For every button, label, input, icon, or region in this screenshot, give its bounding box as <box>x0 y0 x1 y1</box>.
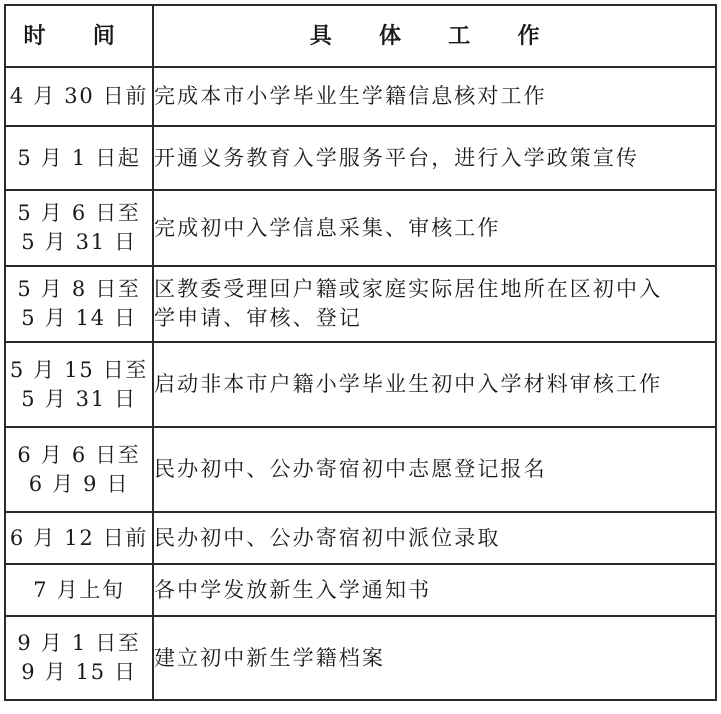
row-task <box>153 564 716 616</box>
table-row <box>5 512 716 564</box>
table-row <box>5 67 716 126</box>
table-row <box>5 616 716 700</box>
row-task <box>153 342 716 427</box>
row-time <box>5 67 153 126</box>
row-task-line: 完成初中入学信息采集、审核工作 <box>154 215 501 240</box>
table-row <box>5 266 716 342</box>
row-task-line: 区教委受理回户籍或家庭实际居住地所在区初中入 <box>154 277 663 301</box>
row-time-line: 5 月 15 日至 <box>9 357 149 382</box>
table-row <box>5 427 716 512</box>
row-time-line: 6 月 12 日前 <box>9 525 149 550</box>
row-task <box>153 126 716 190</box>
row-time-line: 5 月 31 日 <box>21 386 137 411</box>
row-task <box>153 67 716 126</box>
table-row <box>5 126 716 190</box>
row-task <box>153 190 716 266</box>
row-task-line: 学申请、审核、登记 <box>154 306 362 330</box>
row-task <box>153 266 716 342</box>
row-task-line: 完成本市小学毕业生学籍信息核对工作 <box>154 84 547 108</box>
row-time-line: 6 月 9 日 <box>28 471 130 496</box>
row-time-line: 9 月 1 日至 <box>17 631 141 655</box>
header-work: 具 体 工 作 <box>153 5 716 67</box>
row-time <box>5 427 153 512</box>
row-time <box>5 126 153 190</box>
table-row <box>5 190 716 266</box>
table-header-row <box>5 5 716 67</box>
row-task-line: 各中学发放新生入学通知书 <box>154 577 432 602</box>
row-time-line: 7 月上旬 <box>33 577 125 602</box>
row-time <box>5 564 153 616</box>
row-time-line: 4 月 30 日前 <box>9 84 149 108</box>
row-time-line: 6 月 6 日至 <box>17 442 141 467</box>
row-time-line: 5 月 6 日至 <box>17 201 141 225</box>
row-time <box>5 616 153 700</box>
row-time-line: 5 月 14 日 <box>21 306 137 330</box>
row-time-line: 5 月 31 日 <box>21 230 137 254</box>
row-task-line: 建立初中新生学籍档案 <box>154 645 385 670</box>
row-task-line: 启动非本市户籍小学毕业生初中入学材料审核工作 <box>154 372 663 396</box>
row-time-line: 5 月 8 日至 <box>17 277 141 301</box>
table-row <box>5 342 716 427</box>
row-time-line: 9 月 15 日 <box>21 660 137 684</box>
table-row <box>5 564 716 616</box>
row-time <box>5 266 153 342</box>
row-task-line: 开通义务教育入学服务平台，进行入学政策宣传 <box>154 145 640 170</box>
row-time <box>5 190 153 266</box>
row-task-line: 民办初中、公办寄宿初中派位录取 <box>154 525 501 550</box>
row-time <box>5 342 153 427</box>
row-task <box>153 427 716 512</box>
row-task-line: 民办初中、公办寄宿初中志愿登记报名 <box>154 457 547 481</box>
row-task <box>153 512 716 564</box>
row-task <box>153 616 716 700</box>
row-time-line: 5 月 1 日起 <box>17 145 141 170</box>
enrollment-schedule-table <box>4 4 717 701</box>
header-time: 时 间 <box>5 5 153 67</box>
row-time <box>5 512 153 564</box>
